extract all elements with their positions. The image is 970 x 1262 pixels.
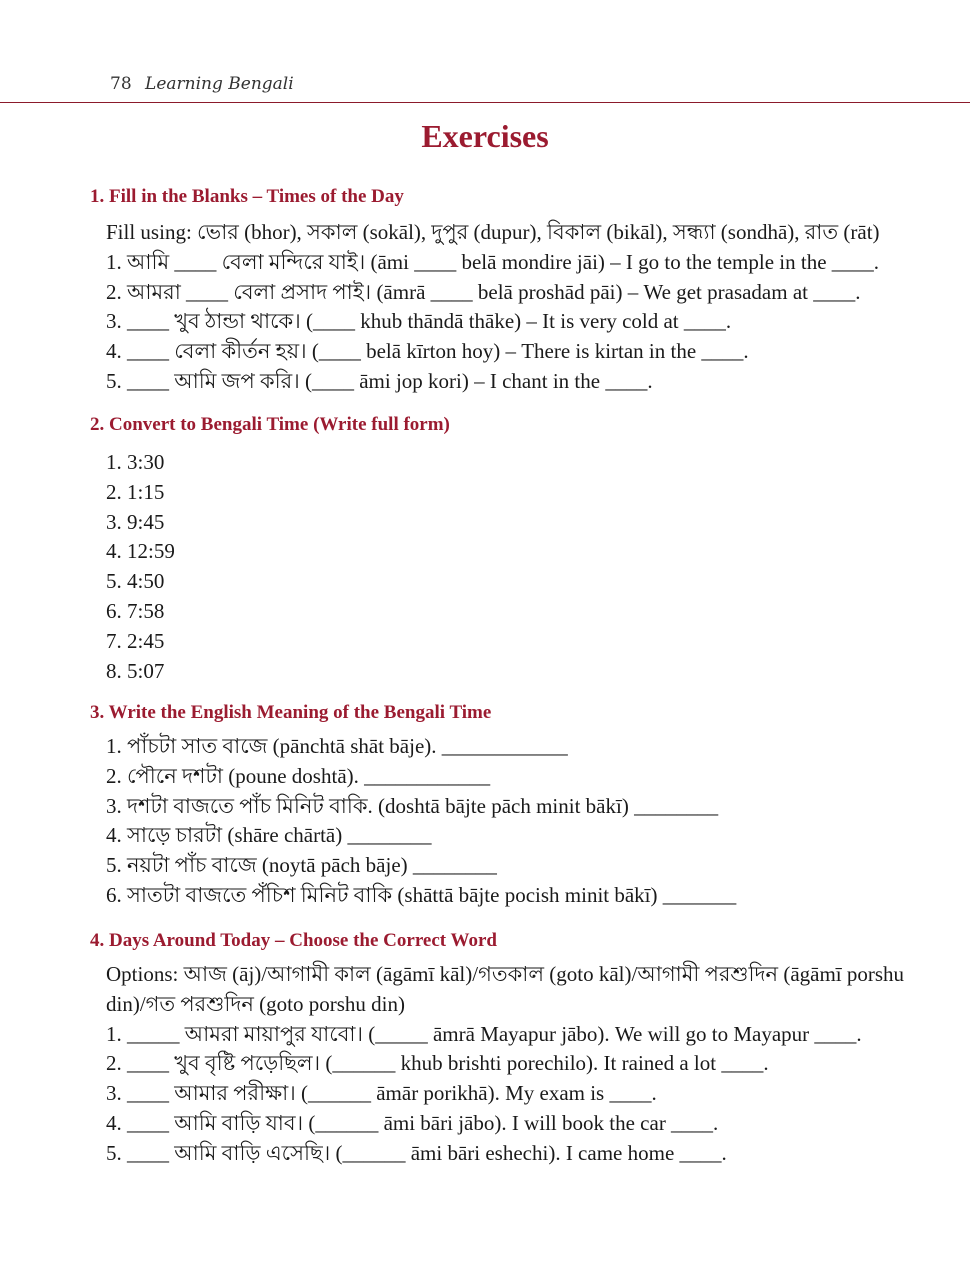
section-body <box>106 218 930 397</box>
exercise-line: 5. ____ আমি জপ করি। (____ āmi jop kori) – I chant in the ____. <box>106 368 653 393</box>
exercise-line: 4. সাড়ে চারটা (shāre chārtā) ________ <box>106 823 432 848</box>
exercise-line: 3. ____ খুব ঠান্ডা থাকে। (____ khub thāndā thāke) – It is very cold at ____. <box>106 309 732 334</box>
exercise-line: 3. 9:45 <box>106 509 165 534</box>
exercise-line: 1. 3:30 <box>106 450 165 474</box>
exercise-line: 5. নয়টা পাঁচ বাজে (noytā pāch bāje) ________ <box>106 853 497 878</box>
exercise-line: 5. ____ আমি বাড়ি এসেছি। (______ āmi bāri eshechi). I came home ____. <box>106 1140 727 1165</box>
book-title: Learning Bengali <box>145 74 294 94</box>
page-number: 78 <box>110 74 132 94</box>
exercise-line: 4. ____ আমি বাড়ি যাব। (______ āmi bāri jābo). I will book the car ____. <box>106 1110 719 1135</box>
options-line: Options: আজ (āj)/আগামী কাল (āgāmī kāl)/গতকাল (goto kāl)/আগামী পরশুদিন (āgāmī porshu din)/গত পরশুদিন (goto porshu din) <box>106 962 905 1016</box>
section-convert-time <box>90 414 930 686</box>
exercise-line: 4. 12:59 <box>106 539 175 564</box>
exercise-line: 6. 7:58 <box>106 598 165 623</box>
exercise-line: 4. ____ বেলা কীর্তন হয়। (____ belā kīrton hoy) – There is kirtan in the ____. <box>106 339 749 364</box>
exercise-line: 7. 2:45 <box>106 628 165 653</box>
exercise-line: 6. সাতটা বাজতে পঁচিশ মিনিট বাকি (shāttā bājte pocish minit bākī) _______ <box>106 882 737 907</box>
exercise-line: 2. আমরা ____ বেলা প্রসাদ পাই। (āmrā ____ belā proshād pāi) – We get prasadam at ____. <box>106 279 861 304</box>
exercise-line: 5. 4:50 <box>106 569 165 594</box>
section-body <box>106 732 930 911</box>
exercise-line: 2. ____ খুব বৃষ্টি পড়েছিল। (______ khub brishti porechilo). It rained a lot ____. <box>106 1051 769 1076</box>
exercise-line: Fill using: ভোর (bhor), সকাল (sokāl), দুপুর (dupur), বিকাল (bikāl), সন্ধ্যা (sondhā), রাত (rāt) <box>106 220 880 244</box>
section-body <box>106 960 930 1169</box>
section-days-around-today <box>90 930 930 1169</box>
exercise-line: 1. _____ আমরা মায়াপুর যাবো। (_____ āmrā Mayapur jābo). We will go to Mayapur ____. <box>106 1021 862 1046</box>
section-heading: 4. Days Around Today – Choose the Correct Word <box>90 930 497 951</box>
exercise-line: 2. 1:15 <box>106 479 165 504</box>
running-header <box>110 74 294 94</box>
section-body <box>106 448 930 686</box>
section-heading: 1. Fill in the Blanks – Times of the Day <box>90 186 404 207</box>
section-heading: 3. Write the English Meaning of the Bengali Time <box>90 702 492 723</box>
page-title: Exercises <box>421 118 549 154</box>
exercise-line: 2. পৌনে দশটা (poune doshtā). ____________ <box>106 763 491 788</box>
exercise-line: 8. 5:07 <box>106 658 165 683</box>
section-fill-blanks <box>90 186 930 397</box>
header-rule <box>0 102 970 103</box>
exercise-line: 3. দশটা বাজতে পাঁচ মিনিট বাকি. (doshtā bājte pāch minit bākī) ________ <box>106 793 719 818</box>
section-heading: 2. Convert to Bengali Time (Write full form) <box>90 414 450 435</box>
section-english-meaning <box>90 702 930 911</box>
exercise-line: 1. আমি ____ বেলা মন্দিরে যাই। (āmi ____ belā mondire jāi) – I go to the temple in the ____. <box>106 249 880 274</box>
exercise-line: 3. ____ আমার পরীক্ষা। (______ āmār porikhā). My exam is ____. <box>106 1081 657 1106</box>
exercise-line: 1. পাঁচটা সাত বাজে (pānchtā shāt bāje). ____________ <box>106 734 568 758</box>
